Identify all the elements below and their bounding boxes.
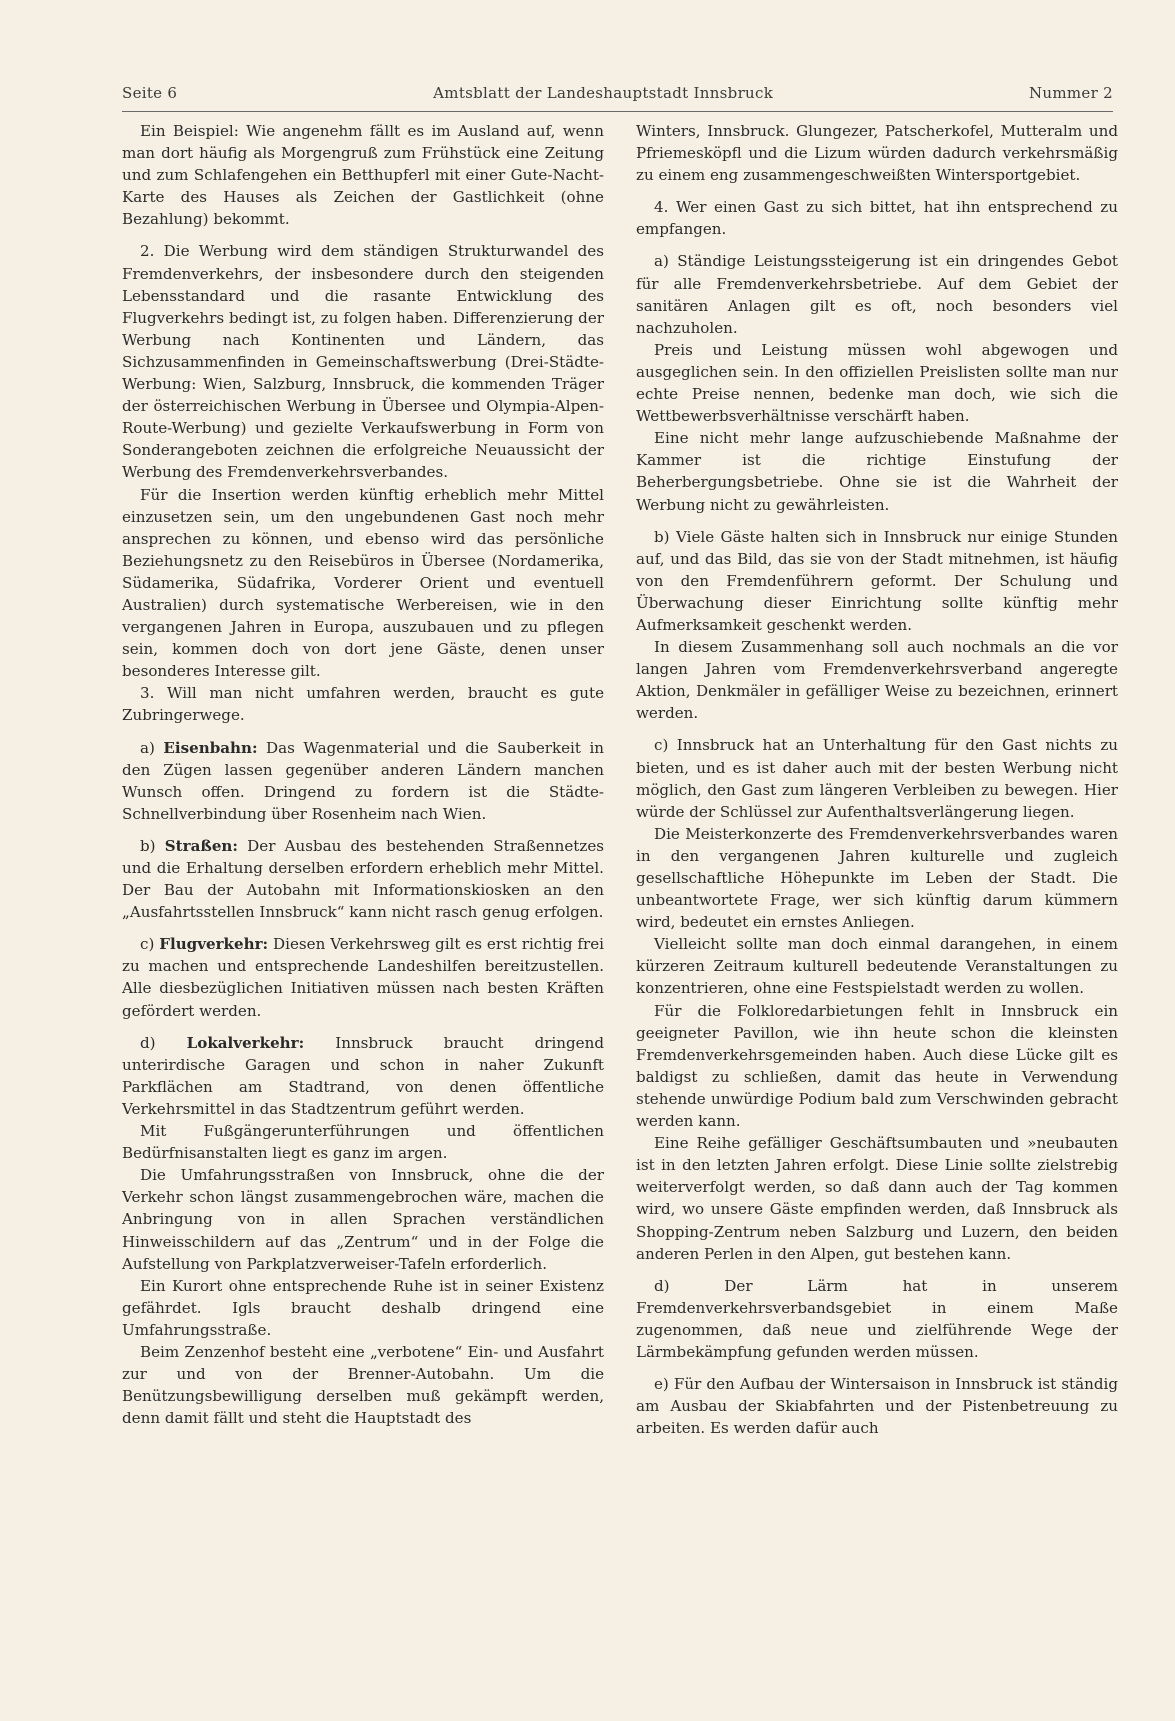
- paragraph: b) Viele Gäste halten sich in Innsbruck nur einige Stunden auf, und das Bild, das sie von der Stadt mitnehmen, ist häufig von den Fremdenführern geformt. Der Schulung und Überwachung dieser Einrichtung sollte künftig mehr Aufmerksamkeit geschenkt werden.: [636, 527, 1118, 634]
- right-column: [636, 120, 1118, 1439]
- paragraph: d) Lokalverkehr: Innsbruck braucht dringend unterirdische Garagen und schon in naher Zukunft Parkflächen am Stadtrand, von denen öffentliche Verkehrsmittel in das Stadtzentrum geführt werden.: [122, 1033, 605, 1118]
- paragraph: d) Der Lärm hat in unserem Fremdenverkehrsverbandsgebiet in einem Maße zugenommen, daß neue und zielführende Wege der Lärmbekämpfung gefunden werden müssen.: [636, 1276, 1118, 1361]
- paragraph: Eine nicht mehr lange aufzuschiebende Maßnahme der Kammer ist die richtige Einstufung der Beherbergungsbetriebe. Ohne sie ist die Wahrheit der Werbung nicht zu gewährleisten.: [636, 429, 1118, 514]
- paragraph: Vielleicht sollte man doch einmal darangehen, in einem kürzeren Zeitraum kulturell bedeutende Veranstaltungen zu konzentrieren, ohne eine Festspielstadt werden zu wollen.: [636, 935, 1118, 998]
- paragraph: b) Straßen: Der Ausbau des bestehenden Straßennetzes und die Erhaltung derselben erfordern erheblich mehr Mittel. Der Bau der Autobahn mit Informationskiosken an den „Ausfahrtsstellen Innsbruck“ kann nicht rasch genug erfolgen.: [122, 836, 604, 922]
- paragraph: 3. Will man nicht umfahren werden, braucht es gute Zubringerwege.: [122, 684, 604, 725]
- paragraph: 4. Wer einen Gast zu sich bittet, hat ihn entsprechend zu empfangen.: [636, 198, 1118, 239]
- paragraph: In diesem Zusammenhang soll auch nochmals an die vor langen Jahren vom Fremdenverkehrsverband angeregte Aktion, Denkmäler in gefälliger Weise zu bezeichnen, erinnert werden.: [636, 638, 1118, 723]
- paragraph: Für die Insertion werden künftig erheblich mehr Mittel einzusetzen sein, um den ungebundenen Gast noch mehr ansprechen zu können, und ebenso wird das persönliche Beziehungsnetz zu den Reisebüros in Übersee (Nordamerika, Südamerika, Südafrika, Vorderer Orient und eventuell Australien) durch systematische Werbereisen, wie in den vergangenen Jahren in Europa, auszubauen und zu pflegen sein, kommen doch von dort jene Gäste, denen unser besonderes Interesse gilt.: [122, 485, 604, 681]
- page-header: [122, 84, 1113, 102]
- left-column: [122, 120, 604, 1429]
- paragraph: Die Meisterkonzerte des Fremdenverkehrsverbandes waren in den vergangenen Jahren kulturelle und zugleich gesellschaftliche Höhepunkte im Leben der Stadt. Die unbeantwortete Frage, wer sich künftig darum kümmern wird, bedeutet ein ernstes Anliegen.: [636, 824, 1118, 932]
- paragraph: c) Innsbruck hat an Unterhaltung für den Gast nichts zu bieten, und es ist daher auch mit der besten Werbung nicht möglich, den Gast zum längeren Verbleiben zu bewegen. Hier würde der Schlüssel zur Aufenthaltsverlängerung liegen.: [636, 736, 1118, 821]
- subheading: Eisenbahn:: [163, 738, 258, 757]
- paragraph: a) Ständige Leistungssteigerung ist ein dringendes Gebot für alle Fremdenverkehrsbetriebe. Auf dem Gebiet der sanitären Anlagen gilt es oft, noch besonders viel nachzuholen.: [636, 252, 1118, 337]
- paragraph: a) Eisenbahn: Das Wagenmaterial und die Sauberkeit in den Zügen lassen gegenüber anderen Ländern manchen Wunsch offen. Dringend zu fordern ist die Städte-Schnellverbindung über Rosenheim nach Wien.: [122, 738, 604, 823]
- paragraph: Preis und Leistung müssen wohl abgewogen und ausgeglichen sein. In den offiziellen Preislisten sollte man nur echte Preise nennen, bedenke man doch, wie sich die Wettbewerbsverhältnisse verschärft haben.: [636, 340, 1118, 426]
- paragraph: c) Flugverkehr: Diesen Verkehrsweg gilt es erst richtig frei zu machen und entsprechende Landeshilfen bereitzustellen. Alle diesbezüglichen Initiativen müssen nach besten Kräften gefördert werden.: [122, 935, 604, 1020]
- subheading: Straßen:: [164, 836, 238, 855]
- paragraph: Beim Zenzenhof besteht eine „verbotene“ Ein- und Ausfahrt zur und von der Brenner-Autobahn. Um die Benützungsbewilligung derselben muß gekämpft werden, denn damit fällt und steht die Hauptstadt des: [122, 1342, 604, 1428]
- paragraph: Die Umfahrungsstraßen von Innsbruck, ohne die der Verkehr schon längst zusammengebrochen wäre, machen die Anbringung von in allen Sprachen verständlichen Hinweisschildern auf das „Zentrum“ und in der Folge die Aufstellung von Parkplatzverweiser-Tafeln erforderlich.: [122, 1166, 604, 1273]
- paragraph: Eine Reihe gefälliger Geschäftsumbauten und »neubauten ist in den letzten Jahren erfolgt. Diese Linie sollte zielstrebig weiterverfolgt werden, so daß dann auch der Tag kommen wird, wo unsere Gäste empfinden werden, daß Innsbruck als Shopping-Zentrum neben Salzburg und Luzern, den beiden anderen Perlen in den Alpen, gut bestehen kann.: [636, 1134, 1118, 1263]
- paragraph: Ein Beispiel: Wie angenehm fällt es im Ausland auf, wenn man dort häufig als Morgengruß zum Frühstück eine Zeitung und zum Schlafengehen ein Betthupferl mit einer Gute-Nacht-Karte des Hauses als Zeichen der Gastlichkeit (ohne Bezahlung) bekommt.: [122, 122, 604, 229]
- issue-number: Nummer 2: [1029, 84, 1113, 102]
- subheading: Lokalverkehr:: [186, 1033, 305, 1052]
- page-number: Seite 6: [122, 84, 178, 102]
- paragraph: 2. Die Werbung wird dem ständigen Strukturwandel des Fremdenverkehrs, der insbesondere durch den steigenden Lebensstandard und die rasante Entwicklung des Flugverkehrs bedingt ist, zu folgen haben. Differenzierung der Werbung nach Kontinenten und Ländern, das Sichzusammenfinden in Gemeinschaftswerbung (Drei-Städte-Werbung: Wien, Salzburg, Innsbruck, die kommenden Träger der österreichischen Werbung in Übersee und Olympia-Alpen-Route-Werbung) und gezielte Verkaufswerbung in Form von Sonderangeboten zeichnen die erfolgreiche Neuaussicht der Werbung des Fremdenverkehrsverbandes.: [122, 242, 604, 482]
- header-rule: [122, 111, 1113, 112]
- publication-title: Amtsblatt der Landeshauptstadt Innsbruck: [433, 84, 774, 102]
- paragraph: e) Für den Aufbau der Wintersaison in Innsbruck ist ständig am Ausbau der Skiabfahrten und der Pistenbetreuung zu arbeiten. Es werden dafür auch: [636, 1375, 1118, 1438]
- paragraph: Für die Folkloredarbietungen fehlt in Innsbruck ein geeigneter Pavillon, wie ihn heute schon die kleinsten Fremdenverkehrsgemeinden haben. Auch diese Lücke gilt es baldigst zu schließen, damit das heute in Verwendung stehende unwürdige Podium bald zum Verschwinden gebracht werden kann.: [636, 1001, 1118, 1131]
- paragraph: Ein Kurort ohne entsprechende Ruhe ist in seiner Existenz gefährdet. Igls braucht deshalb dringend eine Umfahrungsstraße.: [122, 1276, 604, 1339]
- paragraph: Mit Fußgängerunterführungen und öffentlichen Bedürfnisanstalten liegt es ganz im argen.: [122, 1122, 604, 1163]
- subheading: Flugverkehr:: [159, 935, 269, 954]
- paragraph: Winters, Innsbruck. Glungezer, Patscherkofel, Mutteralm und Pfriemesköpfl und die Lizum würden dadurch verkehrsmäßig zu einem eng zusammengeschweißten Wintersportgebiet.: [636, 122, 1118, 185]
